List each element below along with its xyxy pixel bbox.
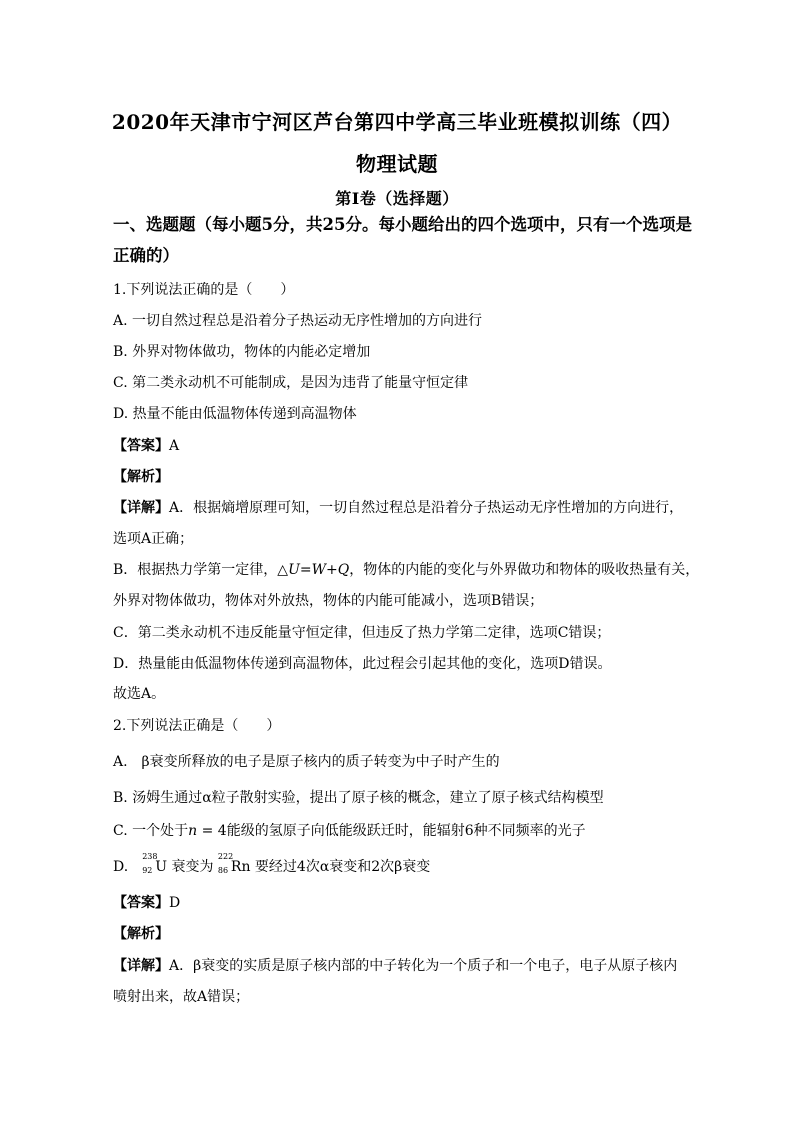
uranium-mass-number: 238 [142, 852, 158, 861]
q1-detail-line4: 外界对物体做功，物体对外放热，物体的内能可能减小，选项B错误； [113, 593, 544, 609]
radon-nuclide [217, 852, 251, 876]
detail-b-prefix: B．根据热力学第一定律，△ [113, 562, 289, 578]
plus-sign: + [326, 562, 338, 578]
q2-option-b: B. 汤姆生通过α粒子散射实验，提出了原子核的概念，建立了原子核式结构模型 [113, 790, 604, 806]
q1-answer [113, 437, 179, 455]
document-subtitle: 物理试题 [356, 152, 438, 176]
detail-label: 【详解】 [113, 958, 169, 974]
detail-text: A．β衰变的实质是原子核内部的中子转化为一个质子和一个电子，电子从原子核内 [169, 958, 678, 974]
q1-option-a: A. 一切自然过程总是沿着分子热运动无序性增加的方向进行 [113, 313, 483, 329]
q1-stem: 1.下列说法正确的是（ ） [113, 282, 295, 298]
uranium-nuclide [142, 852, 167, 876]
q1-option-b: B. 外界对物体做功，物体的内能必定增加 [113, 344, 371, 360]
radon-symbol: Rn [230, 859, 251, 875]
q2-option-c [113, 822, 586, 840]
q2-option-d [113, 852, 431, 876]
q1-conclusion: 故选A。 [113, 686, 166, 702]
document-title: 2020年天津市宁河区芦台第四中学高三毕业班模拟训练（四） [111, 110, 683, 134]
equals-sign: = [299, 562, 312, 578]
q1-detail-line6: D．热量能由低温物体传递到高温物体，此过程会引起其他的变化，选项D错误。 [113, 656, 612, 672]
option-d-prefix: D. [113, 859, 143, 875]
q1-detail-line1 [113, 499, 683, 517]
uranium-symbol: U [155, 859, 167, 875]
option-c-prefix: C. 一个处于 [113, 823, 189, 839]
symbol-n: n [188, 823, 198, 839]
section-heading-line2: 正确的） [113, 246, 179, 265]
q2-answer [113, 894, 180, 912]
option-c-suffix: = 4能级的氢原子向低能级跃迁时，能辐射6种不同频率的光子 [197, 823, 586, 839]
q1-detail-line3 [113, 561, 699, 579]
answer-value: D [169, 895, 181, 911]
radon-mass-number: 222 [217, 852, 234, 861]
q2-detail-line1 [113, 957, 677, 975]
volume-heading: 第Ⅰ卷（选择题） [335, 189, 459, 208]
option-d-suffix: 要经过4次α衰变和2次β衰变 [250, 859, 431, 875]
q2-analysis-label: 【解析】 [113, 926, 169, 942]
radon-atomic-number: 86 [217, 866, 229, 875]
answer-label: 【答案】 [113, 895, 169, 911]
symbol-w: W [311, 562, 326, 578]
answer-value: A [169, 438, 180, 454]
answer-label: 【答案】 [113, 438, 169, 454]
q1-option-c: C. 第二类永动机不可能制成，是因为违背了能量守恒定律 [113, 375, 469, 391]
section-heading-line1: 一、选题题（每小题5分，共25分。每小题给出的四个选项中，只有一个选项是 [113, 215, 692, 234]
q1-analysis-label: 【解析】 [113, 469, 169, 485]
q2-stem: 2.下列说法正确是（ ） [113, 718, 281, 734]
q1-option-d: D. 热量不能由低温物体传递到高温物体 [113, 406, 357, 422]
symbol-u: U [288, 562, 300, 578]
q1-detail-line5: C．第二类永动机不违反能量守恒定律，但违反了热力学第二定律，选项C错误； [113, 625, 611, 641]
detail-text: A．根据熵增原理可知，一切自然过程总是沿着分子热运动无序性增加的方向进行， [169, 500, 684, 516]
q1-detail-line2: 选项A正确； [113, 531, 194, 547]
uranium-atomic-number: 92 [142, 866, 153, 875]
symbol-q: Q [337, 562, 350, 578]
option-d-middle: 衰变为 [167, 859, 218, 875]
q2-option-a: A. β衰变所释放的电子是原子核内的质子转变为中子时产生的 [113, 754, 500, 770]
detail-b-suffix: ，物体的内能的变化与外界做功和物体的吸收热量有关， [349, 562, 700, 578]
detail-label: 【详解】 [113, 500, 169, 516]
q2-detail-line2: 喷射出来，故A错误； [113, 989, 250, 1005]
